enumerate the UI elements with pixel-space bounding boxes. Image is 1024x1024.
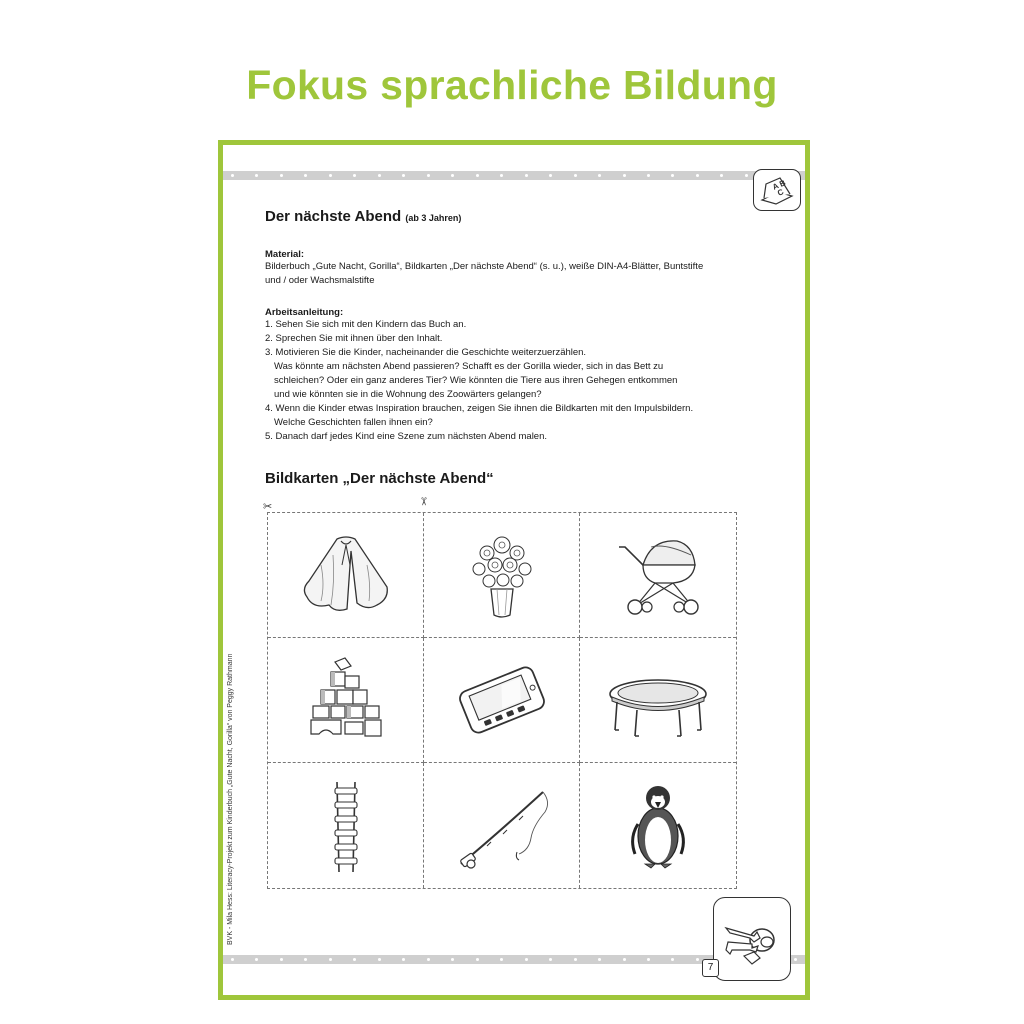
- band-dot: [329, 174, 332, 177]
- picture-card: [580, 513, 736, 638]
- pram-icon: [603, 525, 713, 625]
- band-dot: [525, 174, 528, 177]
- instruction-step: 2. Sprechen Sie mit ihnen über den Inhalt.: [265, 333, 443, 344]
- instruction-step-continued: schleichen? Oder ein ganz anderes Tier? Wie könnten die Tiere aus ihren Gehegen entkommen: [274, 375, 678, 386]
- age-note: (ab 3 Jahren): [405, 213, 462, 223]
- band-dot: [500, 174, 503, 177]
- picture-card: [580, 638, 736, 763]
- band-dot: [574, 958, 577, 961]
- band-dot: [280, 958, 283, 961]
- page-number: 7: [702, 959, 719, 977]
- fishing-rod-icon: [447, 776, 557, 876]
- band-dot: [647, 174, 650, 177]
- band-dot: [745, 174, 748, 177]
- band-dot: [525, 958, 528, 961]
- picture-card: [268, 638, 424, 763]
- band-dot: [427, 958, 430, 961]
- band-dot: [574, 174, 577, 177]
- instruction-step-continued: Welche Geschichten fallen ihnen ein?: [274, 417, 433, 428]
- cape-icon: [291, 525, 401, 625]
- material-line: und / oder Wachsmalstifte: [265, 275, 375, 286]
- page-heading: Fokus sprachliche Bildung: [246, 62, 778, 108]
- copyright-note: BVK - Mila Hess: Literacy-Projekt zum Kinderbuch „Gute Nacht, Gorilla“ von Peggy Rathmann: [227, 653, 234, 945]
- band-dot: [720, 174, 723, 177]
- instruction-step-continued: und wie könnten sie in die Wohnung des Zoowärters gelangen?: [274, 389, 542, 400]
- band-dot: [623, 174, 626, 177]
- scissors-icon: ✂: [417, 496, 430, 507]
- keys-icon: [713, 897, 791, 981]
- band-dot: [549, 958, 552, 961]
- picture-card: [268, 763, 424, 888]
- instruction-step: 1. Sehen Sie sich mit den Kindern das Buch an.: [265, 319, 467, 330]
- band-dot: [794, 958, 797, 961]
- worksheet: [218, 140, 810, 1000]
- band-dot: [402, 174, 405, 177]
- flower-vase-icon: [447, 525, 557, 625]
- band-dot: [231, 958, 234, 961]
- trampoline-icon: [603, 650, 713, 750]
- band-dot: [329, 958, 332, 961]
- top-dotted-band: [223, 171, 805, 180]
- picture-card: [424, 638, 580, 763]
- ladder-icon: [291, 776, 401, 876]
- picture-card: [580, 763, 736, 888]
- penguin-icon: [603, 776, 713, 876]
- picture-card-grid: [267, 512, 737, 889]
- band-dot: [378, 174, 381, 177]
- band-dot: [304, 958, 307, 961]
- svg-text:B: B: [778, 178, 788, 189]
- instruction-step-continued: Was könnte am nächsten Abend passieren? Schafft es der Gorilla wieder, sich in das Bett zu: [274, 361, 664, 372]
- band-dot: [378, 958, 381, 961]
- cards-title: Bildkarten „Der nächste Abend“: [265, 470, 494, 487]
- svg-text:A: A: [771, 181, 781, 192]
- material-line: Bilderbuch „Gute Nacht, Gorilla“, Bildkarten „Der nächste Abend“ (s. u.), weiße DIN-A4-Blätter, Buntstifte: [265, 261, 704, 272]
- scissors-icon: ✂: [263, 501, 273, 513]
- picture-card: [424, 513, 580, 638]
- band-dot: [451, 174, 454, 177]
- band-dot: [451, 958, 454, 961]
- abc-book-icon: [753, 169, 801, 211]
- band-dot: [304, 174, 307, 177]
- band-dot: [353, 174, 356, 177]
- band-dot: [402, 958, 405, 961]
- band-dot: [671, 174, 674, 177]
- svg-text:C: C: [776, 187, 786, 198]
- band-dot: [500, 958, 503, 961]
- band-dot: [255, 174, 258, 177]
- band-dot: [671, 958, 674, 961]
- material-section: [265, 249, 703, 288]
- band-dot: [353, 958, 356, 961]
- instruction-step: 5. Danach darf jedes Kind eine Szene zum nächsten Abend malen.: [265, 431, 548, 442]
- band-dot: [255, 958, 258, 961]
- instruction-list: [265, 318, 693, 444]
- material-label: Material:: [265, 249, 305, 260]
- picture-card: [424, 763, 580, 888]
- band-dot: [476, 958, 479, 961]
- instructions-section: [265, 307, 693, 444]
- instruction-step: 4. Wenn die Kinder etwas Inspiration brauchen, zeigen Sie ihnen die Bildkarten mit den Impulsbildern.: [265, 403, 694, 414]
- building-blocks-icon: [291, 650, 401, 750]
- band-dot: [696, 958, 699, 961]
- activity-title: [265, 208, 461, 225]
- band-dot: [427, 174, 430, 177]
- band-dot: [280, 174, 283, 177]
- band-dot: [623, 958, 626, 961]
- picture-card: [268, 513, 424, 638]
- band-dot: [696, 174, 699, 177]
- band-dot: [231, 174, 234, 177]
- instruction-step: 3. Motivieren Sie die Kinder, nacheinander die Geschichte weiterzuerzählen.: [265, 347, 587, 358]
- activity-title-text: Der nächste Abend: [265, 208, 402, 225]
- band-dot: [476, 174, 479, 177]
- band-dot: [598, 174, 601, 177]
- smartphone-icon: [447, 650, 557, 750]
- band-dot: [647, 958, 650, 961]
- band-dot: [598, 958, 601, 961]
- band-dot: [549, 174, 552, 177]
- instructions-label: Arbeitsanleitung:: [265, 307, 344, 318]
